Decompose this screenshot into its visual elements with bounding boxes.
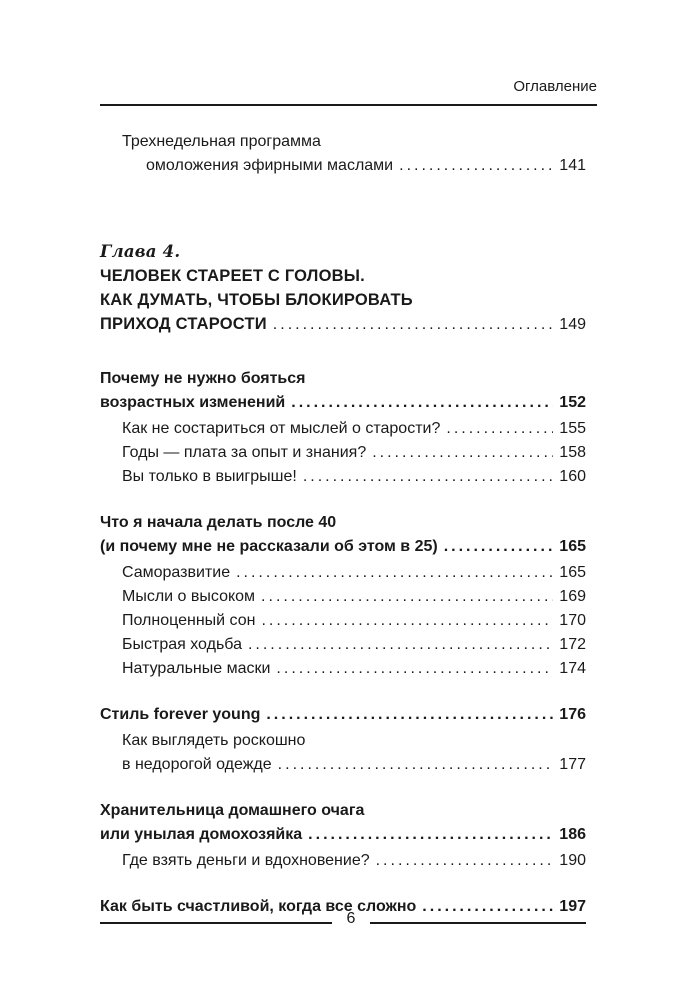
leader-dots <box>273 313 554 337</box>
leader-dots <box>372 441 553 465</box>
leader-dots <box>266 703 553 727</box>
section-page: 176 <box>559 706 586 723</box>
leader-dots <box>261 609 553 633</box>
toc-item[interactable] <box>100 657 586 681</box>
section-title-line1: Хранительница домашнего очага <box>100 802 365 819</box>
toc-item[interactable] <box>100 849 586 873</box>
toc-item[interactable] <box>100 561 586 585</box>
leader-dots <box>248 633 553 657</box>
leader-dots <box>236 561 553 585</box>
toc-item-page: 190 <box>559 852 586 869</box>
leader-dots <box>446 417 553 441</box>
section-page: 186 <box>559 826 586 843</box>
toc-item[interactable] <box>100 441 586 465</box>
toc-entry-line1: Трехнедельная программа <box>122 133 321 150</box>
leader-dots <box>444 535 554 559</box>
toc-item-title: Годы — плата за опыт и знания? <box>122 444 367 461</box>
toc-item[interactable] <box>100 609 586 633</box>
chapter-title-line3: ПРИХОД СТАРОСТИ <box>100 315 267 333</box>
toc-item-page: 155 <box>559 420 586 437</box>
toc-item-page: 174 <box>559 660 586 677</box>
section-title-line2: или унылая домохозяйка <box>100 826 303 843</box>
toc-item-title: Натуральные маски <box>122 660 271 677</box>
section-title-line2: (и почему мне не рассказали об этом в 25) <box>100 538 438 555</box>
toc-item-title: Полноценный сон <box>122 612 256 629</box>
chapter-label: Глава 4. <box>100 242 181 261</box>
section-title-line2: возрастных изменений <box>100 394 286 411</box>
toc-item[interactable] <box>100 729 586 777</box>
toc-item-title: Мысли о высоком <box>122 588 256 605</box>
toc-item-title: Саморазвитие <box>122 564 231 581</box>
toc-item-title: в недорогой одежде <box>122 756 272 773</box>
leader-dots <box>422 895 553 919</box>
page-number: 6 <box>346 910 356 927</box>
toc-chapter-4[interactable] <box>100 240 586 337</box>
toc-entry-title: омоложения эфирными маслами <box>146 157 394 174</box>
leader-dots <box>278 753 554 777</box>
table-of-contents <box>100 130 586 919</box>
section-page: 152 <box>559 394 586 411</box>
leader-dots <box>376 849 554 873</box>
toc-entry-prev[interactable] <box>100 130 586 178</box>
section-page: 197 <box>559 898 586 915</box>
toc-item-page: 177 <box>559 756 586 773</box>
section-title-line1: Почему не нужно бояться <box>100 370 306 387</box>
chapter-page: 149 <box>559 316 586 333</box>
toc-item-page: 169 <box>559 588 586 605</box>
toc-item-page: 160 <box>559 468 586 485</box>
footer-rule-left <box>100 922 332 924</box>
toc-section-4[interactable] <box>100 799 586 847</box>
section-title: Стиль forever young <box>100 706 261 723</box>
leader-dots <box>303 465 553 489</box>
toc-item[interactable] <box>100 633 586 657</box>
toc-section-1[interactable] <box>100 367 586 415</box>
toc-item-page: 158 <box>559 444 586 461</box>
toc-item-page: 172 <box>559 636 586 653</box>
section-page: 165 <box>559 538 586 555</box>
chapter-title-line1: ЧЕЛОВЕК СТАРЕЕТ С ГОЛОВЫ. <box>100 267 365 285</box>
toc-entry-page: 141 <box>559 157 586 174</box>
leader-dots <box>261 585 553 609</box>
toc-item[interactable] <box>100 465 586 489</box>
toc-item-page: 170 <box>559 612 586 629</box>
section-title: Как быть счастливой, когда все сложно <box>100 898 417 915</box>
toc-item-title: Вы только в выигрыше! <box>122 468 297 485</box>
toc-item-line1: Как выглядеть роскошно <box>122 732 306 749</box>
chapter-title-line2: КАК ДУМАТЬ, ЧТОБЫ БЛОКИРОВАТЬ <box>100 291 413 309</box>
leader-dots <box>276 657 553 681</box>
section-title-line1: Что я начала делать после 40 <box>100 514 337 531</box>
toc-item-title: Быстрая ходьба <box>122 636 242 653</box>
toc-section-3[interactable] <box>100 703 586 727</box>
header-rule <box>100 104 597 106</box>
toc-item-title: Где взять деньги и вдохновение? <box>122 852 370 869</box>
toc-item[interactable] <box>100 585 586 609</box>
leader-dots <box>308 823 553 847</box>
toc-section-2[interactable] <box>100 511 586 559</box>
leader-dots <box>399 154 553 178</box>
toc-item-page: 165 <box>559 564 586 581</box>
footer-rule-right <box>370 922 586 924</box>
running-title: Оглавление <box>513 78 597 95</box>
toc-item[interactable] <box>100 417 586 441</box>
toc-item-title: Как не состариться от мыслей о старости? <box>122 420 441 437</box>
leader-dots <box>291 391 553 415</box>
